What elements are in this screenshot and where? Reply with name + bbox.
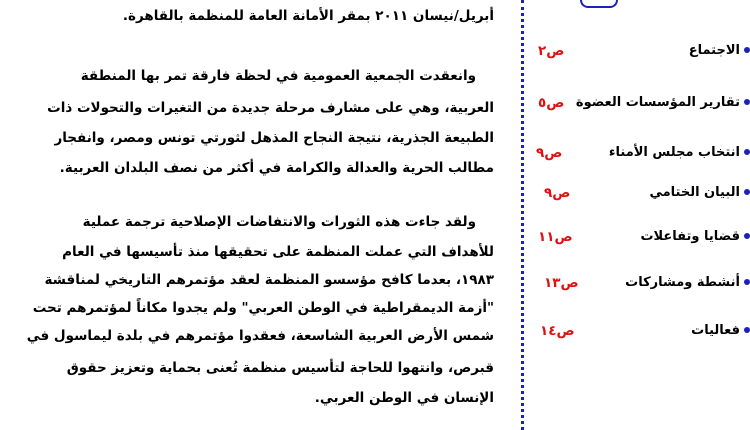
toc-item-label: الاجتماع [688,43,740,58]
article-line: الطبيعة الجذرية، نتيجة النجاح المذهل لثورتي تونس ومصر، وانفجار [54,130,494,146]
bullet-icon [744,327,750,333]
bullet-icon [744,99,750,105]
toc-item-page: ص٥ [538,95,565,111]
toc-item-page: ص٩ [536,145,563,161]
toc-item-label: البيان الختامي [649,185,740,200]
toc-item[interactable] [518,228,750,250]
article-line: شمس الأرض العربية الشاسعة، فعقدوا مؤتمرهم في بلدة ليماسول في [26,328,494,344]
toc-item-label: قضايا وتفاعلات [640,229,740,244]
bullet-icon [744,149,750,155]
article-line: العربية، وهي على مشارف مرحلة جديدة من التغيرات والتحولات ذات [47,100,494,116]
bullet-icon [744,279,750,285]
toc-item[interactable] [518,94,750,116]
article-line: "أزمة الديمقراطية في الوطن العربي" ولم يجدوا مكاناً لمؤتمرهم تحت [32,300,494,316]
toc-item-label: انتخاب مجلس الأمناء [608,145,740,160]
toc-item-page: ص٢ [538,43,565,59]
article-line: الإنسان في الوطن العربي. [314,390,494,406]
toc-item[interactable] [518,144,750,166]
article-line: مطالب الحرية والعدالة والكرامة في أكثر من نصف البلدان العربية. [59,160,494,176]
article-line: أبريل/نيسان ٢٠١١ بمقر الأمانة العامة للمنظمة بالقاهرة. [122,8,494,24]
bullet-icon [744,189,750,195]
article-line: وانعقدت الجمعية العمومية في لحظة فارقة تمر بها المنطقة [80,68,476,84]
toc-item-label: تقارير المؤسسات العضوة [575,95,740,110]
article-line: ولقد جاءت هذه الثورات والانتفاضات الإصلاحية ترجمة عملية [82,214,476,230]
article-line: ١٩٨٣، بعدما كافح مؤسسو المنظمة لعقد مؤتمرهم التاريخي لمناقشة [44,272,494,288]
toc-item-page: ص٩ [544,185,571,201]
toc-item-label: أنشطة ومشاركات [625,275,740,290]
toc-item[interactable] [518,274,750,296]
toc-item[interactable] [518,184,750,206]
article-line: للأهداف التي عملت المنظمة على تحقيقها منذ تأسيسها في العام [62,244,494,260]
toc-item[interactable] [518,322,750,344]
table-of-contents [513,0,750,430]
bullet-icon [744,233,750,239]
article-text [26,0,494,430]
toc-item[interactable] [518,42,750,64]
toc-item-page: ص١١ [538,229,573,245]
dotted-divider [521,0,524,430]
toc-item-page: ص١٤ [540,323,575,339]
toc-item-label: فعاليات [691,323,740,338]
bullet-icon [744,47,750,53]
toc-item-page: ص١٣ [544,275,579,291]
article-line: قبرص، وانتهوا للحاجة لتأسيس منظمة تُعنى بحماية وتعزيز حقوق [66,360,494,376]
